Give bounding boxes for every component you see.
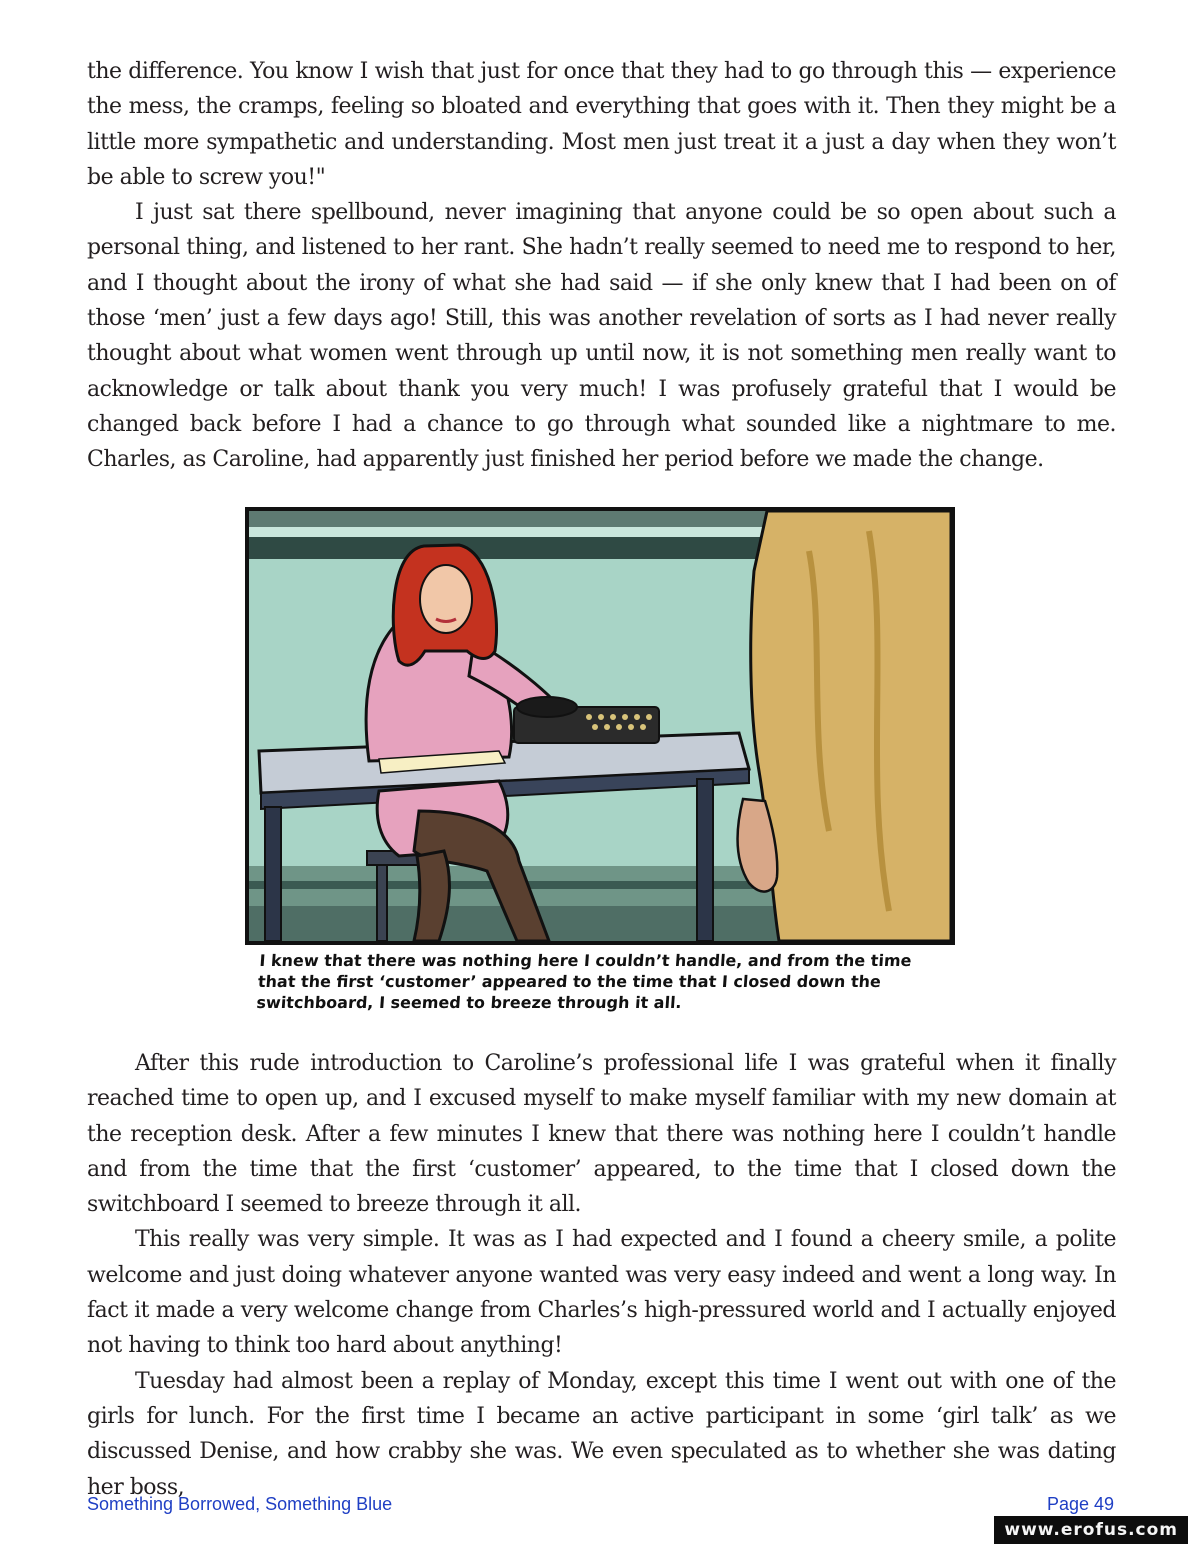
- paragraph: the difference. You know I wish that just for once that they had to go through this — experience the mess, the cramps, feeling so bloated and everything that goes with it. Then they might be a little more sympathetic and understanding. Most men just treat it a just a day when they won’t be able to screw you!": [87, 59, 1116, 190]
- paragraph: Tuesday had almost been a replay of Monday, except this time I went out with one of the girls for lunch. For the first time I became an active participant in some ‘girl talk’ as we discussed Denise, and how crabby she was. We even speculated as to whether she was dating her boss,: [87, 1368, 1116, 1500]
- footer-page-number: Page 49: [1046, 1494, 1114, 1514]
- paragraph: I just sat there spellbound, never imagining that anyone could be so open about such a personal thing, and listened to her rant. She hadn’t really seemed to need me to respond to her, and I thought about the irony of what she had said — if she only knew that I had been on of those ‘men’ just a few days ago! Still, this was another revelation of sorts as I had never really thought about what women went through up until now, it is not something men really want to acknowledge or talk about thank you very much! I was profusely grateful that I would be changed back before I had a chance to go through what sounded like a nightmare to me. Charles, as Caroline, had apparently just finished her period before we made the change.: [87, 200, 1116, 473]
- paragraph: This really was very simple. It was as I had expected and I found a cheery smile, a polite welcome and just doing whatever anyone wanted was very easy indeed and went a long way. In fact it made a very welcome change from Charles’s high-pressured world and I actually enjoyed not having to think too hard about anything!: [87, 1227, 1116, 1359]
- footer-book-title: Something Borrowed, Something Blue: [87, 1494, 393, 1514]
- comic-panel-illustration: [245, 507, 955, 945]
- text-block-bottom: [87, 1046, 1116, 1505]
- text-block-top: [87, 54, 1116, 478]
- watermark: www.erofus.com: [994, 1516, 1188, 1544]
- panel-caption: I knew that there was nothing here I couldn’t handle, and from the time that the first ‘customer’ appeared to the time that I closed down the switchboard, I seemed to breeze through it all.: [255, 951, 913, 1012]
- paragraph: After this rude introduction to Caroline’s professional life I was grateful when it finally reached time to open up, and I excused myself to make myself familiar with my new domain at the reception desk. After a few minutes I knew that there was nothing here I couldn’t handle and from the time that the first ‘customer’ appeared, to the time that I closed down the switchboard I seemed to breeze through it all.: [87, 1051, 1116, 1218]
